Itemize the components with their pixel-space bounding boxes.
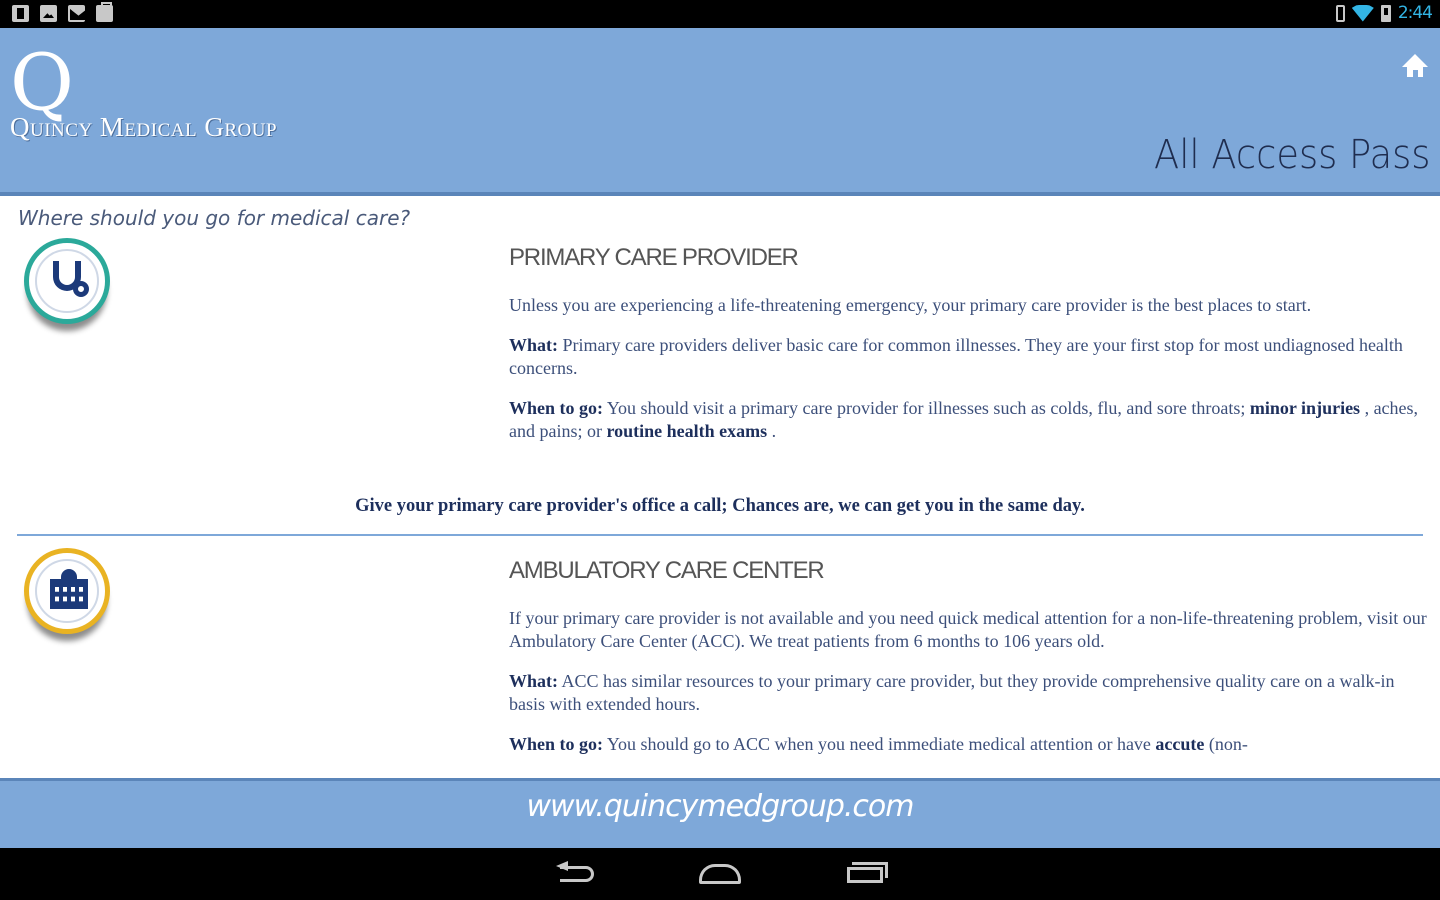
- status-notifications: [12, 5, 113, 22]
- battery-icon: [1381, 5, 1391, 22]
- when-text-2: , aches, and pains; or: [509, 398, 1419, 441]
- logo-name: Quincy Medical Group: [10, 112, 278, 142]
- section-divider: [17, 534, 1423, 536]
- when-bold-minor-injuries: minor injuries: [1249, 398, 1361, 418]
- ambulatory-care-section: [509, 557, 1427, 773]
- mail-icon: [68, 5, 85, 22]
- when-label: When to go:: [509, 398, 603, 418]
- section-title: AMBULATORY CARE CENTER: [509, 557, 824, 584]
- primary-care-section: [509, 244, 1427, 460]
- website-link[interactable]: www.quincymedgroup.com: [526, 789, 914, 824]
- back-icon[interactable]: [556, 860, 598, 888]
- what-text: Primary care providers deliver basic care for common illnesses. They are your first stop for most undiagnosed health concerns.: [509, 335, 1403, 378]
- what-label: What:: [509, 671, 558, 691]
- when-text: You should go to ACC when you need immediate medical attention or have: [603, 734, 1156, 754]
- notification-icon: [12, 5, 29, 22]
- logo-letter: Q: [10, 38, 74, 128]
- section-what: [509, 670, 1427, 716]
- section-when: [509, 733, 1427, 756]
- app-footer: [0, 778, 1440, 848]
- page-subtitle: Where should you go for medical care?: [18, 206, 411, 230]
- home-icon[interactable]: [699, 860, 741, 888]
- home-icon[interactable]: [1402, 54, 1428, 80]
- status-system: [1336, 3, 1432, 23]
- wifi-icon: [1352, 5, 1374, 22]
- status-bar: [0, 0, 1440, 28]
- primary-callout: Give your primary care provider's office a call; Chances are, we can get you in the same day.: [355, 496, 1085, 516]
- vibrate-icon: [1336, 5, 1345, 22]
- when-text-3: .: [767, 421, 777, 441]
- navigation-bar: [0, 848, 1440, 900]
- section-intro: If your primary care provider is not available and you need quick medical attention for a non-life-threatening problem, visit our Ambulatory Care Center (ACC). We treat patients from 6 months to 106 years old.: [509, 608, 1427, 651]
- when-label: When to go:: [509, 734, 603, 754]
- what-label: What:: [509, 335, 558, 355]
- recent-apps-icon[interactable]: [845, 860, 887, 888]
- when-text-2: (non-: [1204, 734, 1248, 754]
- section-when: [509, 397, 1427, 443]
- section-title: PRIMARY CARE PROVIDER: [509, 244, 798, 271]
- app-header: [0, 28, 1440, 196]
- main-content[interactable]: [0, 200, 1440, 778]
- image-icon: [40, 5, 57, 22]
- quincy-logo[interactable]: [10, 38, 278, 143]
- section-what: [509, 334, 1427, 380]
- when-bold-accute: accute: [1155, 734, 1205, 754]
- when-bold-routine-exams: routine health exams: [606, 421, 768, 441]
- when-text: You should visit a primary care provider for illnesses such as colds, flu, and sore throats;: [603, 398, 1250, 418]
- stethoscope-icon: [24, 238, 110, 324]
- app-title: All Access Pass: [1153, 132, 1430, 178]
- shopping-bag-icon: [96, 5, 113, 22]
- section-intro: Unless you are experiencing a life-threatening emergency, your primary care provider is the best places to start.: [509, 295, 1312, 315]
- what-text: ACC has similar resources to your primary care provider, but they provide comprehensive quality care on a walk-in basis with extended hours.: [509, 671, 1395, 714]
- hospital-icon: [24, 548, 110, 634]
- status-time: 2:44: [1397, 3, 1432, 23]
